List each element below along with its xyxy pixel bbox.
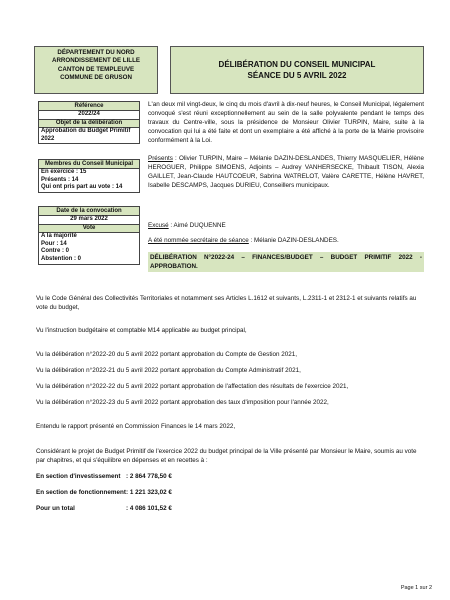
vote-majority: A la majorité: [41, 233, 77, 240]
convocation-label: Date de la convocation: [38, 206, 140, 216]
visa-m14: Vu l'instruction budgétaire et comptable M14 applicable au budget principal,: [36, 327, 247, 334]
visa-deliberation-23: Vu la délibération n°2022-23 du 5 avril 2022 portant approbation des taux d'imposition pour l'année 2022,: [36, 399, 329, 406]
convocation-value: 29 mars 2022: [38, 216, 140, 225]
visa-cgct: Vu le Code Général des Collectivités Territoriales et notamment ses Articles L.1612 et suivants, L.2311-1 et 2312-1 et suivants relatifs au vote du budget,: [36, 295, 417, 311]
header-title: DÉLIBÉRATION DU CONSEIL MUNICIPAL: [218, 60, 376, 69]
members-in-office: En exercice : 15: [41, 169, 87, 175]
page-number: Page 1 sur 2: [400, 585, 432, 591]
members-block: [38, 159, 140, 193]
visa-deliberation-21: Vu la délibération n°2022-21 du 5 avril 2022 portant approbation du Compte Administratif 2021,: [36, 367, 301, 374]
amount-investment: [36, 473, 172, 480]
visa-deliberation-20: Vu la délibération n°2022-20 du 5 avril 2022 portant approbation du Compte de Gestion 2021,: [36, 351, 297, 358]
secretary-line: [148, 236, 424, 245]
reference-block: [38, 101, 140, 144]
amount-investment-value: : 2 864 778,50 €: [126, 473, 172, 480]
presents-text: : Olivier TURPIN, Maire – Mélanie DAZIN-DESLANDES, Thierry MASQUELIER, Hélène HEROGUER, Philippe SIMOENS, Adjoints – Audrey VANHERSECKE, Thibault TISON, Alexia GAILLET, Jean-Claude HAUTCOEUR, Sabrina WATRELOT, Valère CARETTE, Hélène HAVRET, Isabelle DESCAMPS, Jacques DURIEU, Conseillers municipaux.: [148, 155, 424, 189]
department-line: DÉPARTEMENT DU NORD: [57, 49, 135, 56]
object-label: Objet de la délibération: [38, 120, 140, 129]
members-label: Membres du Conseil Municipal: [38, 159, 140, 169]
vote-for: Pour : 14: [41, 240, 67, 247]
vote-against: Contre : 0: [41, 248, 70, 255]
vote-abstention: Abstention : 0: [41, 255, 81, 262]
amount-operation: [36, 489, 172, 496]
amount-operation-label: En section de fonctionnement: [36, 489, 126, 496]
secretary-label: A été nommée secrétaire de séance: [148, 237, 249, 244]
amount-investment-label: En section d'investissement: [36, 473, 121, 480]
visa-deliberation-22: Vu la délibération n°2022-22 du 5 avril 2022 portant approbation de l'affectation des résultats de l'exercice 2021,: [36, 383, 349, 390]
presents-label: Présents: [148, 155, 173, 162]
intro-paragraph: L'an deux mil vingt-deux, le cinq du mois d'avril à dix-neuf heures, le Conseil Municipal, légalement convoqué s'est réuni exceptionnellement au sein de la salle polyvalente pendant le temps des travaux du Centre-ville, sous la présidence de Monsieur Olivier TURPIN, Maire, suite à la convocation qui lui a été faite et dont un exemplaire a été affiché à la porte de la Mairie provisoire conformément à la Loi.: [148, 101, 424, 144]
visa-considerant: Considérant le projet de Budget Primitif de l'exercice 2022 du budget principal de la Ville présenté par Monsieur le Maire, soumis au vote par chapitres, et qui s'équilibre en dépenses et en recettes à :: [36, 448, 417, 464]
amount-total: [36, 505, 172, 512]
members-voting: Qui ont pris part au vote : 14: [41, 184, 123, 191]
object-value: Approbation du Budget Primitif 2022: [38, 128, 140, 144]
presents-paragraph: [148, 154, 424, 190]
excuse-label: Excusé: [148, 222, 169, 229]
commune-line: COMMUNE DE GRUSON: [60, 74, 132, 82]
arrondissement-line: ARRONDISSEMENT DE LILLE: [51, 57, 140, 65]
canton-line: CANTON DE TEMPLEUVE: [57, 65, 135, 73]
amount-total-label: Pour un total: [36, 505, 75, 512]
vote-label: Vote: [38, 225, 140, 234]
members-values: [38, 169, 140, 193]
excuse-text: : Aimé DUQUENNE: [168, 222, 226, 229]
deliberation-header: [170, 46, 424, 94]
convocation-block: [38, 206, 140, 265]
amount-operation-value: : 1 221 323,02 €: [126, 489, 172, 496]
reference-value: 2022/24: [38, 111, 140, 120]
deliberation-title: DÉLIBÉRATION N°2022-24 – FINANCES/BUDGET – BUDGET PRIMITIF 2022 - APPROBATION.: [150, 254, 422, 270]
secretary-text: : Mélanie DAZIN-DESLANDES.: [248, 237, 339, 244]
excuse-line: [148, 221, 424, 230]
vote-values: [38, 233, 140, 264]
amount-total-value: : 4 086 101,52 €: [126, 505, 172, 512]
reference-label: Référence: [38, 101, 140, 111]
visa-commission: Entendu le rapport présenté en Commission Finances le 14 mars 2022,: [36, 423, 236, 430]
members-present: Présents : 14: [41, 176, 79, 183]
department-header: [34, 46, 158, 94]
header-subtitle: SÉANCE DU 5 AVRIL 2022: [247, 71, 347, 80]
